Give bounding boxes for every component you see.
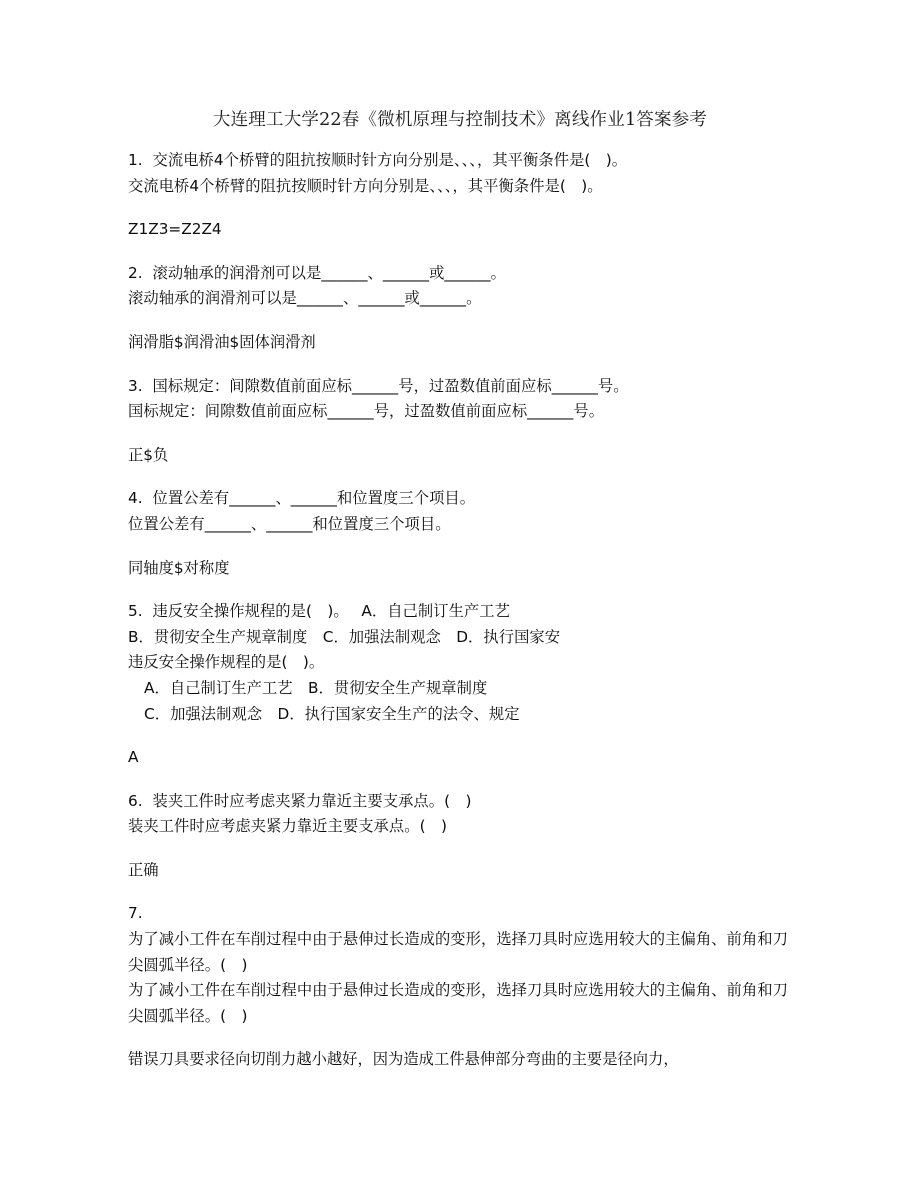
question-item: [128, 148, 792, 199]
question-line: 位置公差有______、______和位置度三个项目。: [128, 514, 451, 533]
question-item: [128, 261, 792, 312]
question-line: 3. 国标规定：间隙数值前面应标______号，过盈数值前面应标______号。: [128, 376, 629, 395]
question-line: 为了减小工件在车削过程中由于悬伸过长造成的变形，选择刀具时应选用较大的主偏角、前角和刀尖圆弧半径。( ): [128, 981, 788, 1025]
answer-text: 正$负: [128, 445, 169, 464]
answer-text: A: [128, 748, 139, 767]
question-line: 4. 位置公差有______、______和位置度三个项目。: [128, 489, 476, 508]
answer-item: [128, 858, 792, 884]
question-line: B．贯彻安全生产规章制度 C．加强法制观念 D．执行国家安: [128, 627, 561, 646]
answer-item: [128, 330, 792, 356]
answer-text: Z1Z3=Z2Z4: [128, 220, 222, 239]
option-line: A．自己制订生产工艺 B．贯彻安全生产规章制度: [144, 678, 488, 697]
question-item: [128, 901, 792, 1029]
question-line: 5. 违反安全操作规程的是( )。 A．自己制订生产工艺: [128, 602, 510, 621]
trailing-text: 错误刀具要求径向切削力越小越好，因为造成工件悬伸部分弯曲的主要是径向力，: [128, 1050, 679, 1069]
answer-item: [128, 745, 792, 771]
question-line: 国标规定：间隙数值前面应标______号，过盈数值前面应标______号。: [128, 402, 605, 421]
answer-item: [128, 556, 792, 582]
answer-text: 正确: [128, 860, 159, 879]
question-line: 6. 装夹工件时应考虑夹紧力靠近主要支承点。( ): [128, 791, 472, 810]
page-title: 大连理工大学22春《微机原理与控制技术》离线作业1答案参考: [212, 110, 708, 130]
question-line: 违反安全操作规程的是( )。: [128, 653, 325, 672]
question-line: 交流电桥4个桥臂的阻抗按顺时针方向分别是、、、，其平衡条件是( )。: [128, 176, 603, 195]
question-list: [128, 148, 792, 1091]
question-line: 2. 滚动轴承的润滑剂可以是______、______或______。: [128, 263, 506, 282]
trailing-answer-item: [128, 1047, 792, 1073]
question-item: [128, 789, 792, 840]
question-item: [128, 374, 792, 425]
answer-text: 润滑脂$润滑油$固体润滑剂: [128, 332, 316, 351]
question-line: 1. 交流电桥4个桥臂的阻抗按顺时针方向分别是、、、，其平衡条件是( )。: [128, 151, 628, 169]
answer-text: 同轴度$对称度: [128, 558, 230, 577]
answer-item: [128, 217, 792, 243]
question-number: 7.: [128, 904, 143, 923]
question-item: [128, 599, 792, 727]
question-line: 滚动轴承的润滑剂可以是______、______或______。: [128, 289, 482, 308]
question-item: [128, 486, 792, 537]
question-line: 为了减小工件在车削过程中由于悬伸过长造成的变形，选择刀具时应选用较大的主偏角、前角和刀尖圆弧半径。( ): [128, 930, 788, 974]
question-line: 装夹工件时应考虑夹紧力靠近主要支承点。( ): [128, 817, 447, 836]
option-line: C．加强法制观念 D．执行国家安全生产的法令、规定: [144, 704, 520, 723]
answer-item: [128, 443, 792, 469]
